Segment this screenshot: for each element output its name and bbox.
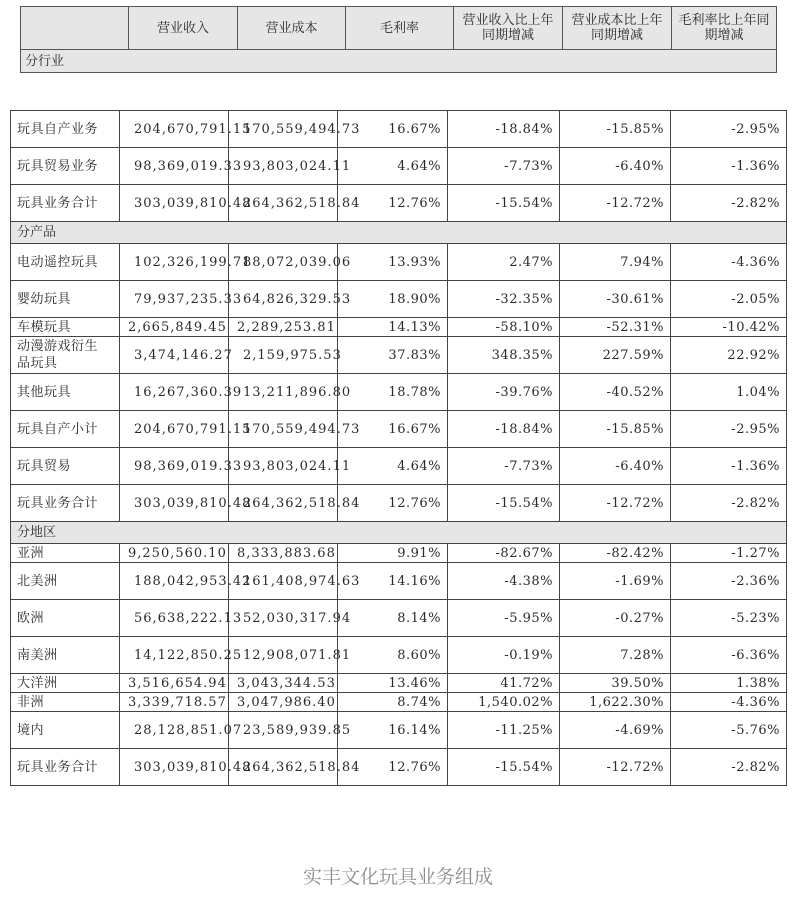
table-row <box>11 244 787 281</box>
cell-cost-change: -15.85% <box>560 411 671 448</box>
cell-margin: 13.93% <box>338 244 448 281</box>
cell-cost: 23,589,939.85 <box>229 712 338 749</box>
cell-cost: 2,289,253.81 <box>229 318 338 337</box>
cell-margin-change: -5.23% <box>671 600 787 637</box>
cell-cost-change: -12.72% <box>560 185 671 222</box>
cell-margin: 12.76% <box>338 749 448 786</box>
row-label: 亚洲 <box>11 544 120 563</box>
cell-rev-change: -18.84% <box>448 111 560 148</box>
row-label: 玩具贸易 <box>11 448 120 485</box>
section-label: 分产品 <box>11 222 787 244</box>
header-cell-revenue: 营业收入 <box>129 7 238 50</box>
cell-cost-change: -12.72% <box>560 749 671 786</box>
cell-margin-change: 22.92% <box>671 337 787 374</box>
cell-revenue: 14,122,850.25 <box>120 637 229 674</box>
cell-revenue: 204,670,791.15 <box>120 411 229 448</box>
table-row <box>11 544 787 563</box>
cell-cost-change: -15.85% <box>560 111 671 148</box>
table-row <box>11 693 787 712</box>
cell-margin: 16.67% <box>338 111 448 148</box>
cell-revenue: 303,039,810.48 <box>120 749 229 786</box>
row-label: 玩具贸易业务 <box>11 148 120 185</box>
table-row <box>11 712 787 749</box>
cell-cost-change: -30.61% <box>560 281 671 318</box>
header-section-row <box>21 50 777 73</box>
cell-rev-change: -15.54% <box>448 485 560 522</box>
cell-revenue: 102,326,199.71 <box>120 244 229 281</box>
cell-margin: 9.91% <box>338 544 448 563</box>
cell-cost-change: 7.94% <box>560 244 671 281</box>
header-row <box>21 7 777 50</box>
section-header-row <box>11 522 787 544</box>
cell-cost: 170,559,494.73 <box>229 111 338 148</box>
cell-margin-change: -2.82% <box>671 485 787 522</box>
cell-rev-change: -4.38% <box>448 563 560 600</box>
row-label: 动漫游戏衍生品玩具 <box>11 337 120 374</box>
cell-cost: 161,408,974.63 <box>229 563 338 600</box>
header-table <box>20 6 777 73</box>
cell-revenue: 79,937,235.33 <box>120 281 229 318</box>
row-label: 欧洲 <box>11 600 120 637</box>
cell-margin: 8.74% <box>338 693 448 712</box>
cell-cost-change: -12.72% <box>560 485 671 522</box>
cell-revenue: 204,670,791.15 <box>120 111 229 148</box>
cell-rev-change: -82.67% <box>448 544 560 563</box>
section-header-row <box>11 222 787 244</box>
cell-cost: 264,362,518.84 <box>229 185 338 222</box>
cell-margin-change: -4.36% <box>671 244 787 281</box>
row-label: 北美洲 <box>11 563 120 600</box>
cell-cost-change: -0.27% <box>560 600 671 637</box>
table-row <box>11 485 787 522</box>
cell-margin: 16.67% <box>338 411 448 448</box>
cell-margin-change: -2.05% <box>671 281 787 318</box>
section-label: 分地区 <box>11 522 787 544</box>
row-label: 境内 <box>11 712 120 749</box>
cell-cost: 93,803,024.11 <box>229 448 338 485</box>
cell-rev-change: -18.84% <box>448 411 560 448</box>
cell-cost: 170,559,494.73 <box>229 411 338 448</box>
header-cell-margin: 毛利率 <box>346 7 454 50</box>
cell-rev-change: -58.10% <box>448 318 560 337</box>
row-label: 玩具自产业务 <box>11 111 120 148</box>
row-label: 非洲 <box>11 693 120 712</box>
table-row <box>11 411 787 448</box>
cell-cost-change: -82.42% <box>560 544 671 563</box>
cell-cost: 13,211,896.80 <box>229 374 338 411</box>
cell-cost: 88,072,039.06 <box>229 244 338 281</box>
cell-cost-change: -6.40% <box>560 448 671 485</box>
data-table-body <box>11 111 787 786</box>
cell-margin-change: -2.95% <box>671 411 787 448</box>
cell-margin: 8.60% <box>338 637 448 674</box>
cell-revenue: 303,039,810.48 <box>120 185 229 222</box>
cell-margin-change: -2.36% <box>671 563 787 600</box>
table-row <box>11 185 787 222</box>
cell-margin-change: -1.36% <box>671 448 787 485</box>
cell-revenue: 2,665,849.45 <box>120 318 229 337</box>
cell-cost-change: -4.69% <box>560 712 671 749</box>
cell-rev-change: -32.35% <box>448 281 560 318</box>
cell-margin-change: -1.27% <box>671 544 787 563</box>
cell-margin-change: 1.04% <box>671 374 787 411</box>
row-label: 大洋洲 <box>11 674 120 693</box>
cell-margin-change: -6.36% <box>671 637 787 674</box>
cell-revenue: 28,128,851.07 <box>120 712 229 749</box>
cell-revenue: 98,369,019.33 <box>120 148 229 185</box>
header-section-label: 分行业 <box>21 50 777 73</box>
row-label: 电动遥控玩具 <box>11 244 120 281</box>
cell-margin: 16.14% <box>338 712 448 749</box>
table-row <box>11 111 787 148</box>
cell-rev-change: 41.72% <box>448 674 560 693</box>
table-row <box>11 148 787 185</box>
header-cell-margin-change: 毛利率比上年同期增减 <box>672 7 777 50</box>
cell-rev-change: 348.35% <box>448 337 560 374</box>
cell-rev-change: 1,540.02% <box>448 693 560 712</box>
row-label: 玩具自产小计 <box>11 411 120 448</box>
cell-revenue: 56,638,222.13 <box>120 600 229 637</box>
cell-margin-change: -2.82% <box>671 749 787 786</box>
cell-rev-change: -39.76% <box>448 374 560 411</box>
cell-revenue: 3,339,718.57 <box>120 693 229 712</box>
cell-cost: 8,333,883.68 <box>229 544 338 563</box>
cell-rev-change: -15.54% <box>448 185 560 222</box>
cell-cost-change: 39.50% <box>560 674 671 693</box>
cell-margin: 4.64% <box>338 148 448 185</box>
cell-rev-change: -15.54% <box>448 749 560 786</box>
header-cell-revenue-change: 营业收入比上年同期增减 <box>454 7 563 50</box>
cell-revenue: 3,474,146.27 <box>120 337 229 374</box>
cell-margin-change: -2.82% <box>671 185 787 222</box>
cell-rev-change: -7.73% <box>448 148 560 185</box>
table-row <box>11 674 787 693</box>
header-cell-empty <box>21 7 129 50</box>
cell-cost-change: -40.52% <box>560 374 671 411</box>
row-label: 玩具业务合计 <box>11 485 120 522</box>
cell-margin-change: -2.95% <box>671 111 787 148</box>
cell-revenue: 9,250,560.10 <box>120 544 229 563</box>
cell-margin: 12.76% <box>338 485 448 522</box>
cell-revenue: 3,516,654.94 <box>120 674 229 693</box>
cell-cost: 3,047,986.40 <box>229 693 338 712</box>
table-row <box>11 749 787 786</box>
cell-margin-change: -10.42% <box>671 318 787 337</box>
cell-cost-change: 227.59% <box>560 337 671 374</box>
cell-margin: 14.13% <box>338 318 448 337</box>
table-row <box>11 281 787 318</box>
table-row <box>11 318 787 337</box>
cell-cost-change: 7.28% <box>560 637 671 674</box>
table-row <box>11 600 787 637</box>
cell-cost-change: -6.40% <box>560 148 671 185</box>
cell-rev-change: -11.25% <box>448 712 560 749</box>
cell-margin: 12.76% <box>338 185 448 222</box>
cell-rev-change: 2.47% <box>448 244 560 281</box>
cell-revenue: 188,042,953.42 <box>120 563 229 600</box>
cell-cost-change: 1,622.30% <box>560 693 671 712</box>
cell-rev-change: -0.19% <box>448 637 560 674</box>
row-label: 玩具业务合计 <box>11 185 120 222</box>
figure-caption: 实丰文化玩具业务组成 <box>302 866 493 888</box>
table-row <box>11 448 787 485</box>
cell-margin-change: -1.36% <box>671 148 787 185</box>
cell-margin-change: 1.38% <box>671 674 787 693</box>
cell-margin: 18.90% <box>338 281 448 318</box>
table-row <box>11 563 787 600</box>
cell-margin: 37.83% <box>338 337 448 374</box>
cell-revenue: 16,267,360.39 <box>120 374 229 411</box>
cell-margin-change: -4.36% <box>671 693 787 712</box>
cell-cost: 12,908,071.81 <box>229 637 338 674</box>
cell-cost-change: -52.31% <box>560 318 671 337</box>
table-row <box>11 374 787 411</box>
cell-revenue: 303,039,810.48 <box>120 485 229 522</box>
data-table <box>10 110 787 786</box>
row-label: 玩具业务合计 <box>11 749 120 786</box>
row-label: 婴幼玩具 <box>11 281 120 318</box>
cell-cost: 52,030,317.94 <box>229 600 338 637</box>
table-row <box>11 337 787 374</box>
cell-margin-change: -5.76% <box>671 712 787 749</box>
cell-cost-change: -1.69% <box>560 563 671 600</box>
cell-margin: 18.78% <box>338 374 448 411</box>
header-cell-cost: 营业成本 <box>238 7 346 50</box>
cell-margin: 13.46% <box>338 674 448 693</box>
row-label: 车模玩具 <box>11 318 120 337</box>
header-cell-cost-change: 营业成本比上年同期增减 <box>563 7 672 50</box>
cell-margin: 8.14% <box>338 600 448 637</box>
row-label: 其他玩具 <box>11 374 120 411</box>
cell-cost: 264,362,518.84 <box>229 749 338 786</box>
cell-cost: 64,826,329.53 <box>229 281 338 318</box>
cell-rev-change: -7.73% <box>448 448 560 485</box>
cell-margin: 4.64% <box>338 448 448 485</box>
cell-cost: 2,159,975.53 <box>229 337 338 374</box>
cell-cost: 264,362,518.84 <box>229 485 338 522</box>
cell-revenue: 98,369,019.33 <box>120 448 229 485</box>
cell-rev-change: -5.95% <box>448 600 560 637</box>
row-label: 南美洲 <box>11 637 120 674</box>
cell-cost: 3,043,344.53 <box>229 674 338 693</box>
table-row <box>11 637 787 674</box>
cell-margin: 14.16% <box>338 563 448 600</box>
cell-cost: 93,803,024.11 <box>229 148 338 185</box>
